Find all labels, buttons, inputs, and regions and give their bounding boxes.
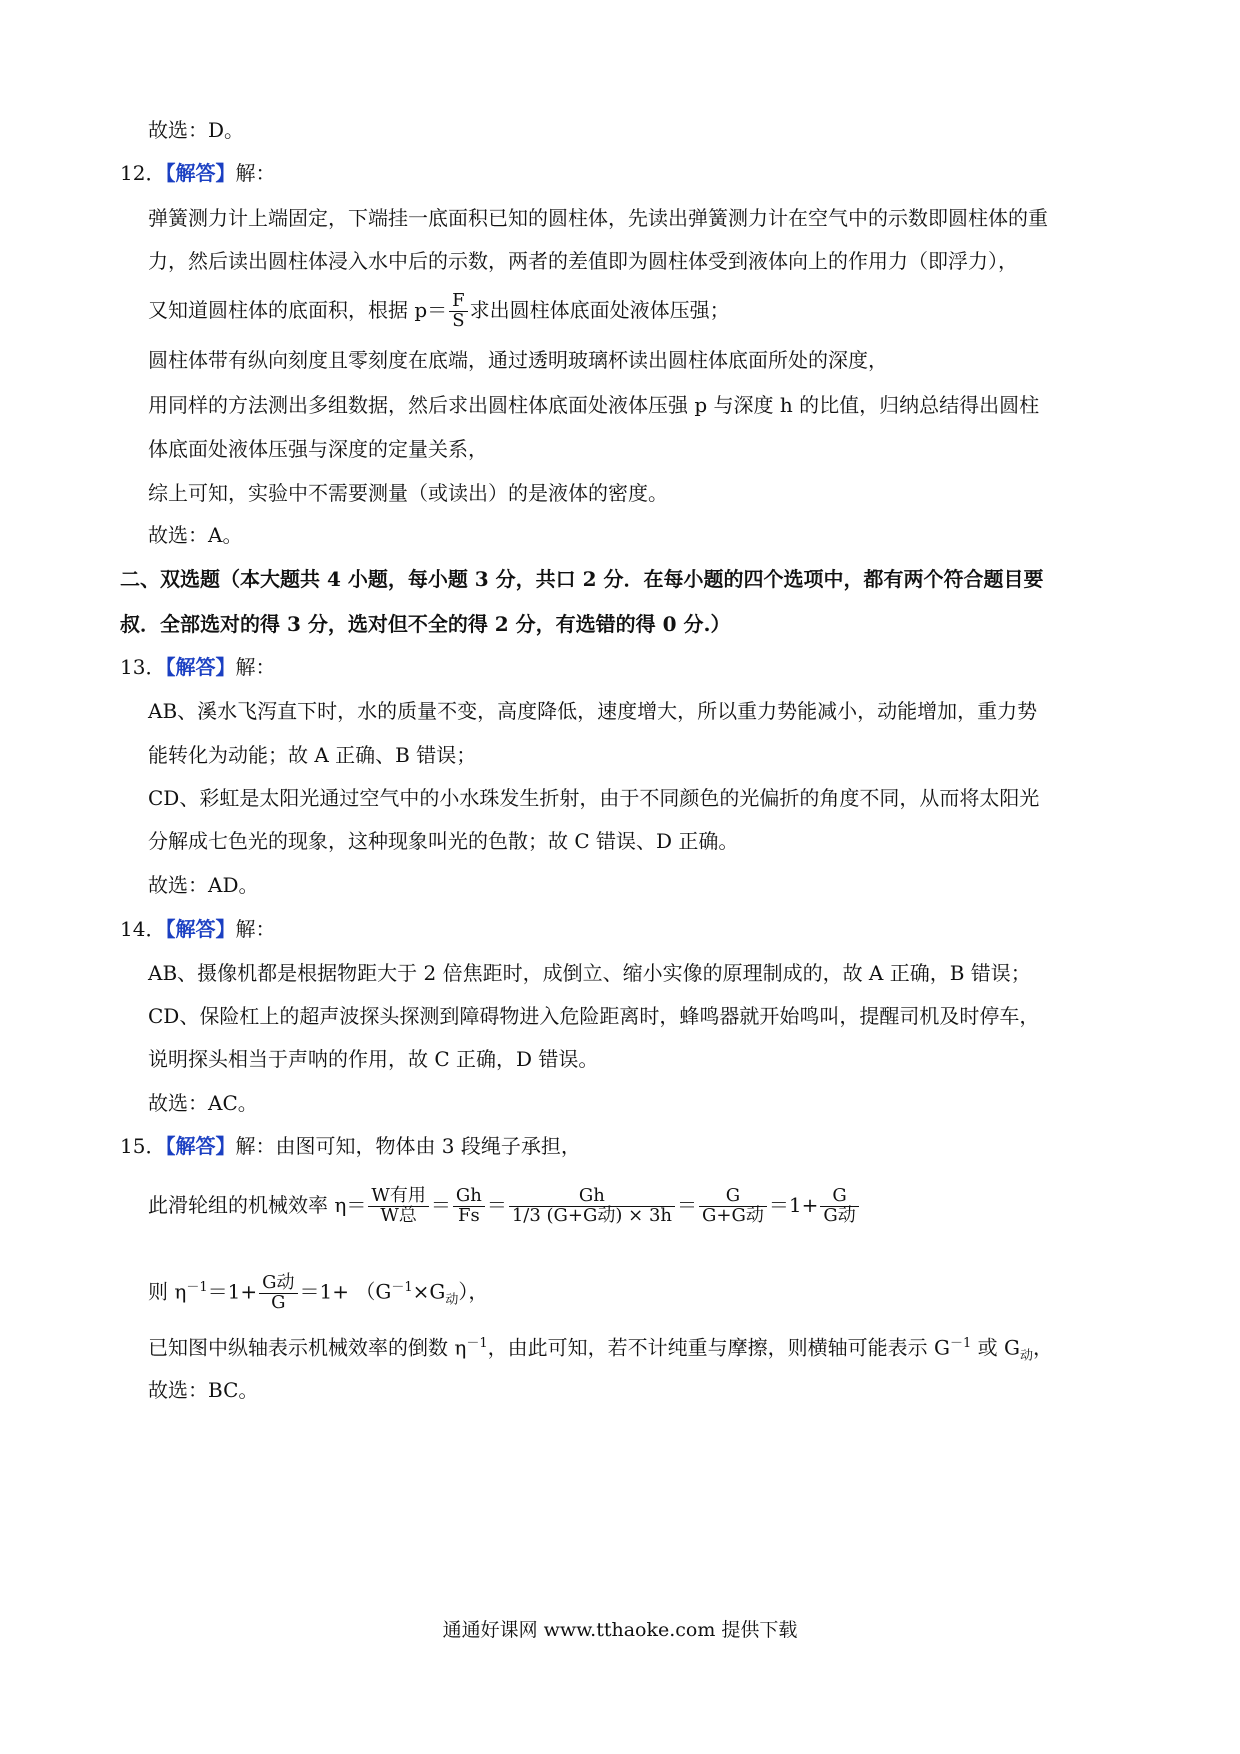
text-span: ， [1032,1335,1053,1360]
text-span: 解：由图可知，物体由 3 段绳子承担， [235,1134,581,1158]
text-span: ＝1+ [207,1279,258,1304]
text-line: 弹簧测力计上端固定，下端挂一底面积已知的圆柱体，先读出弹簧测力计在空气中的示数即圆柱体的重 [148,206,1048,230]
question-number: 12． [120,161,166,185]
answer-line: 故选：BC。 [148,1378,259,1402]
fraction-g-over-gdong [820,1187,858,1226]
question-14-header [120,914,275,944]
text-line [148,1329,1053,1372]
text-line: CD、保险杠上的超声波探头探测到障碍物进入危险距离时，蜂鸣器就开始鸣叫，提醒司机及时停车， [148,1004,1040,1028]
text-line: CD、彩虹是太阳光通过空气中的小水珠发生折射，由于不同颜色的光偏折的角度不同，从而将太阳光 [148,786,1040,810]
numerator: W有用 [368,1187,429,1207]
page-footer: 通通好课网 www.tthaoke.com 提供下载 [442,1619,798,1641]
text-line: 力，然后读出圆柱体浸入水中后的示数，两者的差值即为圆柱体受到液体向上的作用力（即浮力）， [148,249,1018,273]
text-span: 又知道圆柱体的底面积，根据 p＝ [148,297,448,322]
formula-line [148,292,730,331]
subscript: 动 [1019,1348,1033,1364]
denominator: G+G动 [702,1205,764,1226]
text-span: 或 G [971,1335,1020,1360]
answer-line: 故选：D。 [148,118,245,142]
numerator: Gh [453,1187,485,1207]
jie-label: 解： [235,655,276,679]
numerator: G [699,1187,767,1207]
section-heading: 二、双选题（本大题共 4 小题，每小题 3 分，共口 2 分．在每小题的四个选项中，都有两个符合题目要 [120,567,1044,591]
fraction-w [368,1187,429,1226]
text-span: 则 η [148,1279,187,1304]
fraction-gh-fs [453,1187,485,1226]
equals-sign: ＝ [430,1193,451,1217]
question-number: 15． [120,1134,166,1158]
denominator: W总 [380,1205,417,1226]
text-line: AB、溪水飞泻直下时，水的质量不变，高度降低，速度增大，所以重力势能减小，动能增加，重力势 [148,699,1038,723]
text-span: ＝1+ （G [299,1279,392,1304]
answer-tag: 【解答】 [165,161,236,185]
text-line: 说明探头相当于声呐的作用，故 C 正确，D 错误。 [148,1047,599,1071]
superscript: －1 [466,1336,488,1351]
denominator: 1/3 (G+G动) × 3h [511,1205,672,1226]
jie-label: 解： [235,161,276,185]
denominator: G动 [823,1205,856,1226]
fraction-gdong-over-g [259,1271,297,1313]
superscript: －1 [949,1336,972,1351]
text-line: 能转化为动能；故 A 正确、B 错误； [148,743,477,767]
superscript: －1 [391,1280,413,1295]
numerator: Gh [509,1187,675,1207]
answer-line: 故选：AD。 [148,873,259,897]
section-heading: 叔．全部选对的得 3 分，选对但不全的得 2 分，有选错的得 0 分.） [120,612,731,636]
question-12-header [120,158,275,188]
equals-sign: ＝ [677,1193,697,1217]
text-span: ×G [412,1279,446,1304]
text-line: 体底面处液体压强与深度的定量关系， [148,437,488,461]
text-span: 此滑轮组的机械效率 η＝ [148,1193,367,1217]
text-line: AB、摄像机都是根据物距大于 2 倍焦距时，成倒立、缩小实像的原理制成的，故 A 正确，B 错误； [148,961,1031,985]
question-number: 14． [120,917,166,941]
answer-line: 故选：A。 [148,523,243,547]
text-line: 综上可知，实验中不需要测量（或读出）的是液体的密度。 [148,481,668,505]
equals-sign: ＝ [486,1193,507,1217]
denominator: Fs [457,1205,480,1226]
text-line: 分解成七色光的现象，这种现象叫光的色散；故 C 错误、D 正确。 [148,829,739,853]
text-span: ）， [458,1279,489,1304]
answer-line: 故选：AC。 [148,1091,258,1115]
reciprocal-formula [148,1263,488,1326]
fraction-f-over-s [449,292,468,331]
text-span: ，由此可知，若不计纯重与摩擦，则横轴可能表示 G [487,1335,950,1360]
answer-tag: 【解答】 [165,917,236,941]
superscript: －1 [186,1280,208,1295]
text-span: ＝1+ [768,1193,819,1217]
fraction-gh-expanded [509,1187,675,1226]
jie-label: 解： [235,917,276,941]
numerator: G动 [259,1274,297,1294]
numerator: G [820,1187,858,1207]
question-15-header [120,1131,581,1161]
question-13-header [120,652,275,682]
text-line: 用同样的方法测出多组数据，然后求出圆柱体底面处液体压强 p 与深度 h 的比值，归纳总结得出圆柱 [148,393,1040,417]
subscript: 动 [445,1292,459,1308]
fraction-g-over-sum [699,1187,767,1226]
text-span: 求出圆柱体底面处液体压强； [469,297,730,322]
numerator: F [449,292,468,312]
answer-tag: 【解答】 [165,655,236,679]
text-line: 圆柱体带有纵向刻度且零刻度在底端，通过透明玻璃杯读出圆柱体底面所处的深度， [148,348,888,372]
denominator: S [452,309,465,331]
question-number: 13． [120,655,166,679]
answer-tag: 【解答】 [165,1134,236,1158]
efficiency-formula [148,1180,861,1230]
denominator: G [271,1291,286,1313]
text-span: 已知图中纵轴表示机械效率的倒数 η [148,1335,467,1360]
